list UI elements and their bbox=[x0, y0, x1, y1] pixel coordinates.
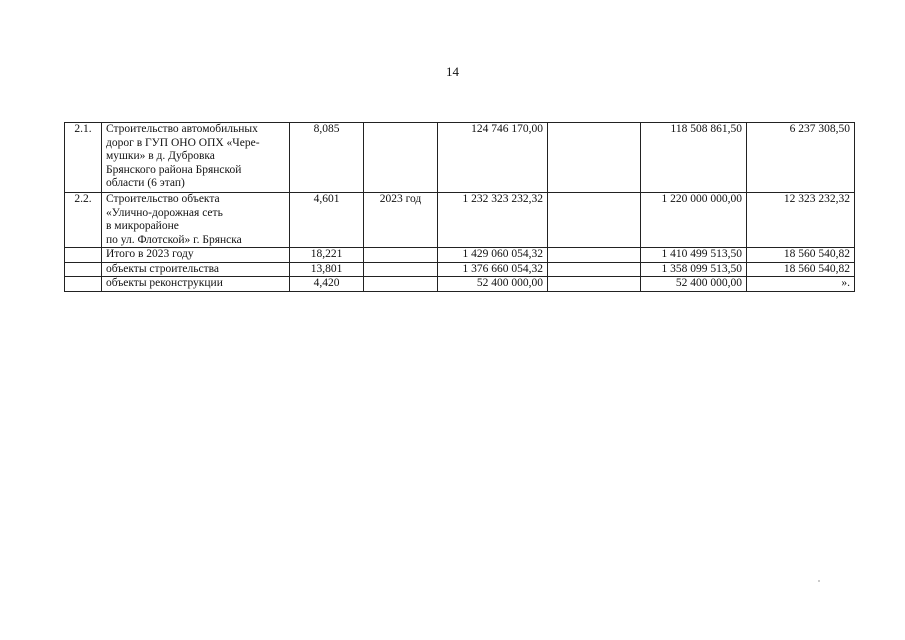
row-number-cell bbox=[65, 248, 102, 263]
empty-funding-cell bbox=[548, 262, 641, 277]
page-number: 14 bbox=[446, 64, 459, 79]
table-row bbox=[65, 248, 855, 263]
object-name-line: Брянского района Брянской bbox=[106, 163, 242, 176]
object-name-line: «Улично-дорожная сеть bbox=[106, 206, 223, 219]
table-row bbox=[65, 193, 855, 248]
object-name-cell bbox=[102, 262, 290, 277]
object-name-line: по ул. Флотской» г. Брянска bbox=[106, 233, 242, 246]
regional-funding-cell: 6 237 308,50 bbox=[747, 123, 855, 193]
schedule-table bbox=[64, 122, 855, 292]
federal-funding-cell: 118 508 861,50 bbox=[641, 123, 747, 193]
table-row bbox=[65, 262, 855, 277]
object-name-cell bbox=[102, 248, 290, 263]
object-name-cell bbox=[102, 193, 290, 248]
year-cell bbox=[364, 123, 438, 193]
object-name-cell bbox=[102, 277, 290, 292]
total-cost-cell: 1 232 323 232,32 bbox=[438, 193, 548, 248]
total-cost-cell: 1 376 660 054,32 bbox=[438, 262, 548, 277]
federal-funding-cell: 1 358 099 513,50 bbox=[641, 262, 747, 277]
year-cell bbox=[364, 262, 438, 277]
object-name-line: в микрорайоне bbox=[106, 220, 179, 232]
object-name-line: Итого в 2023 году bbox=[106, 248, 194, 260]
row-number-cell: 2.2. bbox=[65, 193, 102, 248]
row-number-cell bbox=[65, 262, 102, 277]
object-name-line: дорог в ГУП ОНО ОПХ «Чере- bbox=[106, 136, 260, 149]
federal-funding-cell: 52 400 000,00 bbox=[641, 277, 747, 292]
object-name-line: мушки» в д. Дубровка bbox=[106, 150, 215, 162]
length-km-cell: 4,601 bbox=[290, 193, 364, 248]
length-km-cell: 8,085 bbox=[290, 123, 364, 193]
object-name-line: области (6 этап) bbox=[106, 177, 185, 189]
object-name-line: Строительство объекта bbox=[106, 193, 220, 205]
year-cell bbox=[364, 248, 438, 263]
year-cell bbox=[364, 277, 438, 292]
object-name-line: объекты строительства bbox=[106, 262, 219, 275]
object-name-line: Строительство автомобильных bbox=[106, 123, 258, 135]
table-row bbox=[65, 123, 855, 193]
total-cost-cell: 52 400 000,00 bbox=[438, 277, 548, 292]
year-cell: 2023 год bbox=[364, 193, 438, 248]
object-name-line: объекты реконструкции bbox=[106, 277, 223, 289]
empty-funding-cell bbox=[548, 248, 641, 263]
regional-funding-cell: 12 323 232,32 bbox=[747, 193, 855, 248]
regional-funding-cell: ». bbox=[747, 277, 855, 292]
empty-funding-cell bbox=[548, 277, 641, 292]
length-km-cell: 18,221 bbox=[290, 248, 364, 263]
row-number-cell bbox=[65, 277, 102, 292]
length-km-cell: 4,420 bbox=[290, 277, 364, 292]
federal-funding-cell: 1 220 000 000,00 bbox=[641, 193, 747, 248]
federal-funding-cell: 1 410 499 513,50 bbox=[641, 248, 747, 263]
empty-funding-cell bbox=[548, 193, 641, 248]
regional-funding-cell: 18 560 540,82 bbox=[747, 248, 855, 263]
scan-speck bbox=[818, 580, 820, 582]
row-number-cell: 2.1. bbox=[65, 123, 102, 193]
empty-funding-cell bbox=[548, 123, 641, 193]
total-cost-cell: 1 429 060 054,32 bbox=[438, 248, 548, 263]
table-row bbox=[65, 277, 855, 292]
regional-funding-cell: 18 560 540,82 bbox=[747, 262, 855, 277]
total-cost-cell: 124 746 170,00 bbox=[438, 123, 548, 193]
length-km-cell: 13,801 bbox=[290, 262, 364, 277]
object-name-cell bbox=[102, 123, 290, 193]
